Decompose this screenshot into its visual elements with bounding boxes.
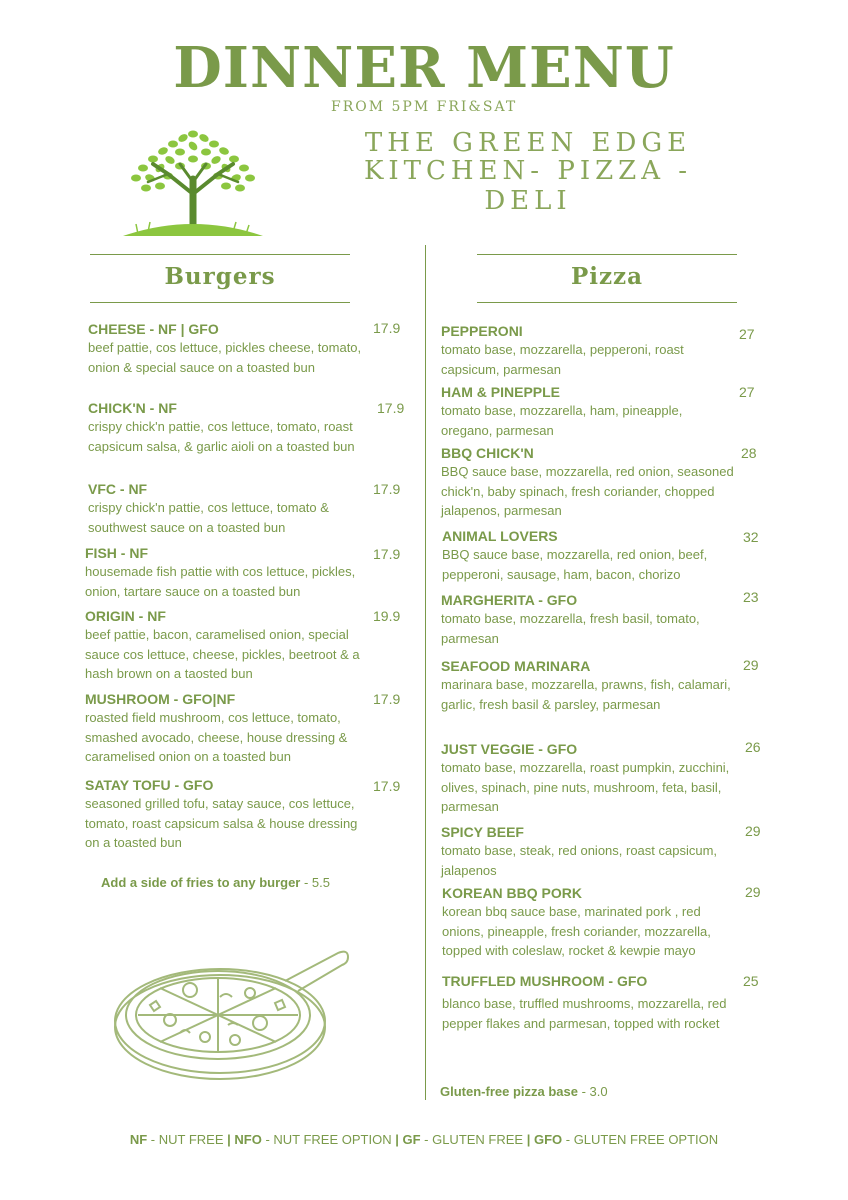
burger-item-price: 17.9 bbox=[377, 400, 405, 416]
burger-item-name: CHEESE - NF | GFO bbox=[88, 321, 219, 337]
burger-item-name: MUSHROOM - GFO|NF bbox=[85, 691, 236, 707]
legend-gf-code: GF bbox=[402, 1132, 421, 1147]
legend-separator: | bbox=[526, 1132, 534, 1147]
pizza-item-price: 23 bbox=[743, 589, 759, 605]
burger-item-name: FISH - NF bbox=[85, 545, 148, 561]
burger-item-price: 17.9 bbox=[373, 546, 401, 562]
pizza-item bbox=[442, 527, 737, 584]
legend-nf-code: NF bbox=[129, 1132, 148, 1147]
burger-item-desc: roasted field mushroom, cos lettuce, tomato, smashed avocado, cheese, house dressing & caramelised onion on a toasted bun bbox=[85, 710, 348, 764]
pizza-item-price: 27 bbox=[739, 326, 755, 342]
pizza-item-price: 29 bbox=[745, 823, 761, 839]
pizza-item-name: TRUFFLED MUSHROOM - GFO bbox=[442, 973, 648, 989]
burgers-rule-bottom bbox=[90, 302, 350, 303]
pizza-item-price: 28 bbox=[741, 445, 757, 461]
burger-item bbox=[85, 607, 370, 684]
burgers-heading: Burgers bbox=[164, 263, 276, 290]
pizza-item-desc: tomato base, mozzarella, pepperoni, roast capsicum, parmesan bbox=[441, 342, 684, 377]
legend-nfo-text: - NUT FREE OPTION bbox=[261, 1132, 396, 1147]
burger-item-desc: crispy chick'n pattie, cos lettuce, tomato, roast capsicum salsa, & garlic aioli on a toasted bun bbox=[88, 419, 355, 454]
pizza-item bbox=[441, 383, 731, 440]
pizza-item-name: HAM & PINEPPLE bbox=[441, 384, 561, 400]
tree-logo-icon bbox=[118, 124, 268, 239]
burger-item-price: 17.9 bbox=[373, 778, 401, 794]
brand-name-line1: THE GREEN EDGE bbox=[364, 128, 692, 158]
pizza-item-name: KOREAN BBQ PORK bbox=[442, 885, 583, 901]
pizza-item-price: 29 bbox=[745, 884, 761, 900]
pizza-item-price: 25 bbox=[743, 973, 759, 989]
burger-item-desc: seasoned grilled tofu, satay sauce, cos lettuce, tomato, roast capsicum salsa & house dressing on a toasted bun bbox=[85, 796, 358, 850]
burger-item-price: 17.9 bbox=[373, 691, 401, 707]
legend-gfo-code: GFO bbox=[533, 1132, 563, 1147]
pizza-rule-bottom bbox=[477, 302, 737, 303]
burger-item bbox=[88, 320, 373, 377]
pizza-item-desc: tomato base, steak, red onions, roast capsicum, jalapenos bbox=[441, 843, 718, 878]
pizza-rule-top bbox=[477, 254, 737, 255]
pizza-item-desc: tomato base, mozzarella, roast pumpkin, zucchini, olives, spinach, pine nuts, mushroom, feta, basil, parmesan bbox=[441, 760, 730, 814]
burger-item-price: 19.9 bbox=[373, 608, 401, 624]
legend-gf-text: - GLUTEN FREE bbox=[420, 1132, 527, 1147]
pizza-item bbox=[441, 322, 731, 379]
burger-item-name: SATAY TOFU - GFO bbox=[85, 777, 214, 793]
fries-note-label: Add a side of fries to any burger bbox=[101, 875, 301, 890]
burger-item-name: VFC - NF bbox=[88, 481, 148, 497]
pizza-item-price: 26 bbox=[745, 739, 761, 755]
burger-item bbox=[85, 544, 375, 601]
pizza-item bbox=[441, 657, 731, 714]
pizza-item bbox=[441, 591, 731, 648]
gluten-free-note-price: - 3.0 bbox=[577, 1084, 608, 1099]
fries-note bbox=[101, 875, 330, 890]
burger-item-price: 17.9 bbox=[373, 320, 401, 336]
burger-item bbox=[85, 776, 373, 853]
pizza-heading: Pizza bbox=[570, 263, 644, 290]
fries-note-price: - 5.5 bbox=[300, 875, 330, 890]
burger-item-price: 17.9 bbox=[373, 481, 401, 497]
pizza-item bbox=[442, 972, 732, 1033]
menu-title: DINNER MENU bbox=[173, 35, 675, 101]
pizza-item-name: ANIMAL LOVERS bbox=[442, 528, 558, 544]
menu-subtitle: FROM 5PM FRI&SAT bbox=[331, 99, 518, 115]
burger-item bbox=[88, 480, 373, 537]
pizza-item bbox=[441, 823, 741, 880]
pizza-item bbox=[442, 884, 732, 961]
pizza-item-desc: tomato base, mozzarella, fresh basil, tomato, parmesan bbox=[441, 611, 700, 646]
pizza-item-price: 27 bbox=[739, 384, 755, 400]
pizza-item-name: SEAFOOD MARINARA bbox=[441, 658, 591, 674]
pizza-item-desc: BBQ sauce base, mozzarella, red onion, seasoned chick'n, baby spinach, fresh coriander, chopped jalapenos, parmesan bbox=[441, 464, 734, 518]
pizza-item bbox=[441, 740, 736, 817]
pizza-item-name: PEPPERONI bbox=[441, 323, 523, 339]
legend-nfo-code: NFO bbox=[234, 1132, 262, 1147]
pizza-on-peel-icon bbox=[110, 945, 355, 1085]
pizza-item-name: BBQ CHICK'N bbox=[441, 445, 534, 461]
pizza-item-desc: BBQ sauce base, mozzarella, red onion, beef, pepperoni, sausage, ham, bacon, chorizo bbox=[442, 547, 708, 582]
legend-separator: | bbox=[395, 1132, 403, 1147]
dietary-legend bbox=[0, 1132, 848, 1147]
pizza-item-name: MARGHERITA - GFO bbox=[441, 592, 578, 608]
burger-item-name: ORIGIN - NF bbox=[85, 608, 166, 624]
pizza-item-price: 32 bbox=[743, 529, 759, 545]
pizza-item-desc: blanco base, truffled mushrooms, mozzarella, red pepper flakes and parmesan, topped with rocket bbox=[442, 996, 727, 1031]
pizza-item-name: SPICY BEEF bbox=[441, 824, 524, 840]
legend-separator: | bbox=[227, 1132, 235, 1147]
legend-nf-text: - NUT FREE bbox=[147, 1132, 228, 1147]
burger-item-name: CHICK'N - NF bbox=[88, 400, 177, 416]
pizza-item-desc: korean bbq sauce base, marinated pork , red onions, pineapple, fresh coriander, mozzarella, topped with coleslaw, rocket & kewpie mayo bbox=[442, 904, 711, 958]
burger-item-desc: housemade fish pattie with cos lettuce, pickles, onion, tartare sauce on a toasted bun bbox=[85, 564, 356, 599]
pizza-item-desc: tomato base, mozzarella, ham, pineapple, oregano, parmesan bbox=[441, 403, 683, 438]
burgers-rule-top bbox=[90, 254, 350, 255]
legend-gfo-text: - GLUTEN FREE OPTION bbox=[562, 1132, 719, 1147]
burger-item-desc: crispy chick'n pattie, cos lettuce, tomato & southwest sauce on a toasted bun bbox=[88, 500, 329, 535]
column-divider bbox=[425, 245, 426, 1100]
gluten-free-note bbox=[440, 1084, 608, 1099]
gluten-free-note-label: Gluten-free pizza base bbox=[440, 1084, 578, 1099]
pizza-item-price: 29 bbox=[743, 657, 759, 673]
pizza-item-name: JUST VEGGIE - GFO bbox=[441, 741, 578, 757]
burger-item bbox=[85, 690, 370, 767]
burger-item-desc: beef pattie, cos lettuce, pickles cheese, tomato, onion & special sauce on a toasted bun bbox=[88, 340, 362, 375]
brand-name-line2: KITCHEN- PIZZA - DELI bbox=[363, 156, 693, 216]
burger-item bbox=[88, 399, 373, 456]
pizza-item bbox=[441, 444, 736, 521]
burger-item-desc: beef pattie, bacon, caramelised onion, special sauce cos lettuce, cheese, pickles, beetroot & a hash brown on a taosted bun bbox=[85, 627, 360, 681]
pizza-item-desc: marinara base, mozzarella, prawns, fish, calamari, garlic, fresh basil & parsley, parmesan bbox=[441, 677, 731, 712]
